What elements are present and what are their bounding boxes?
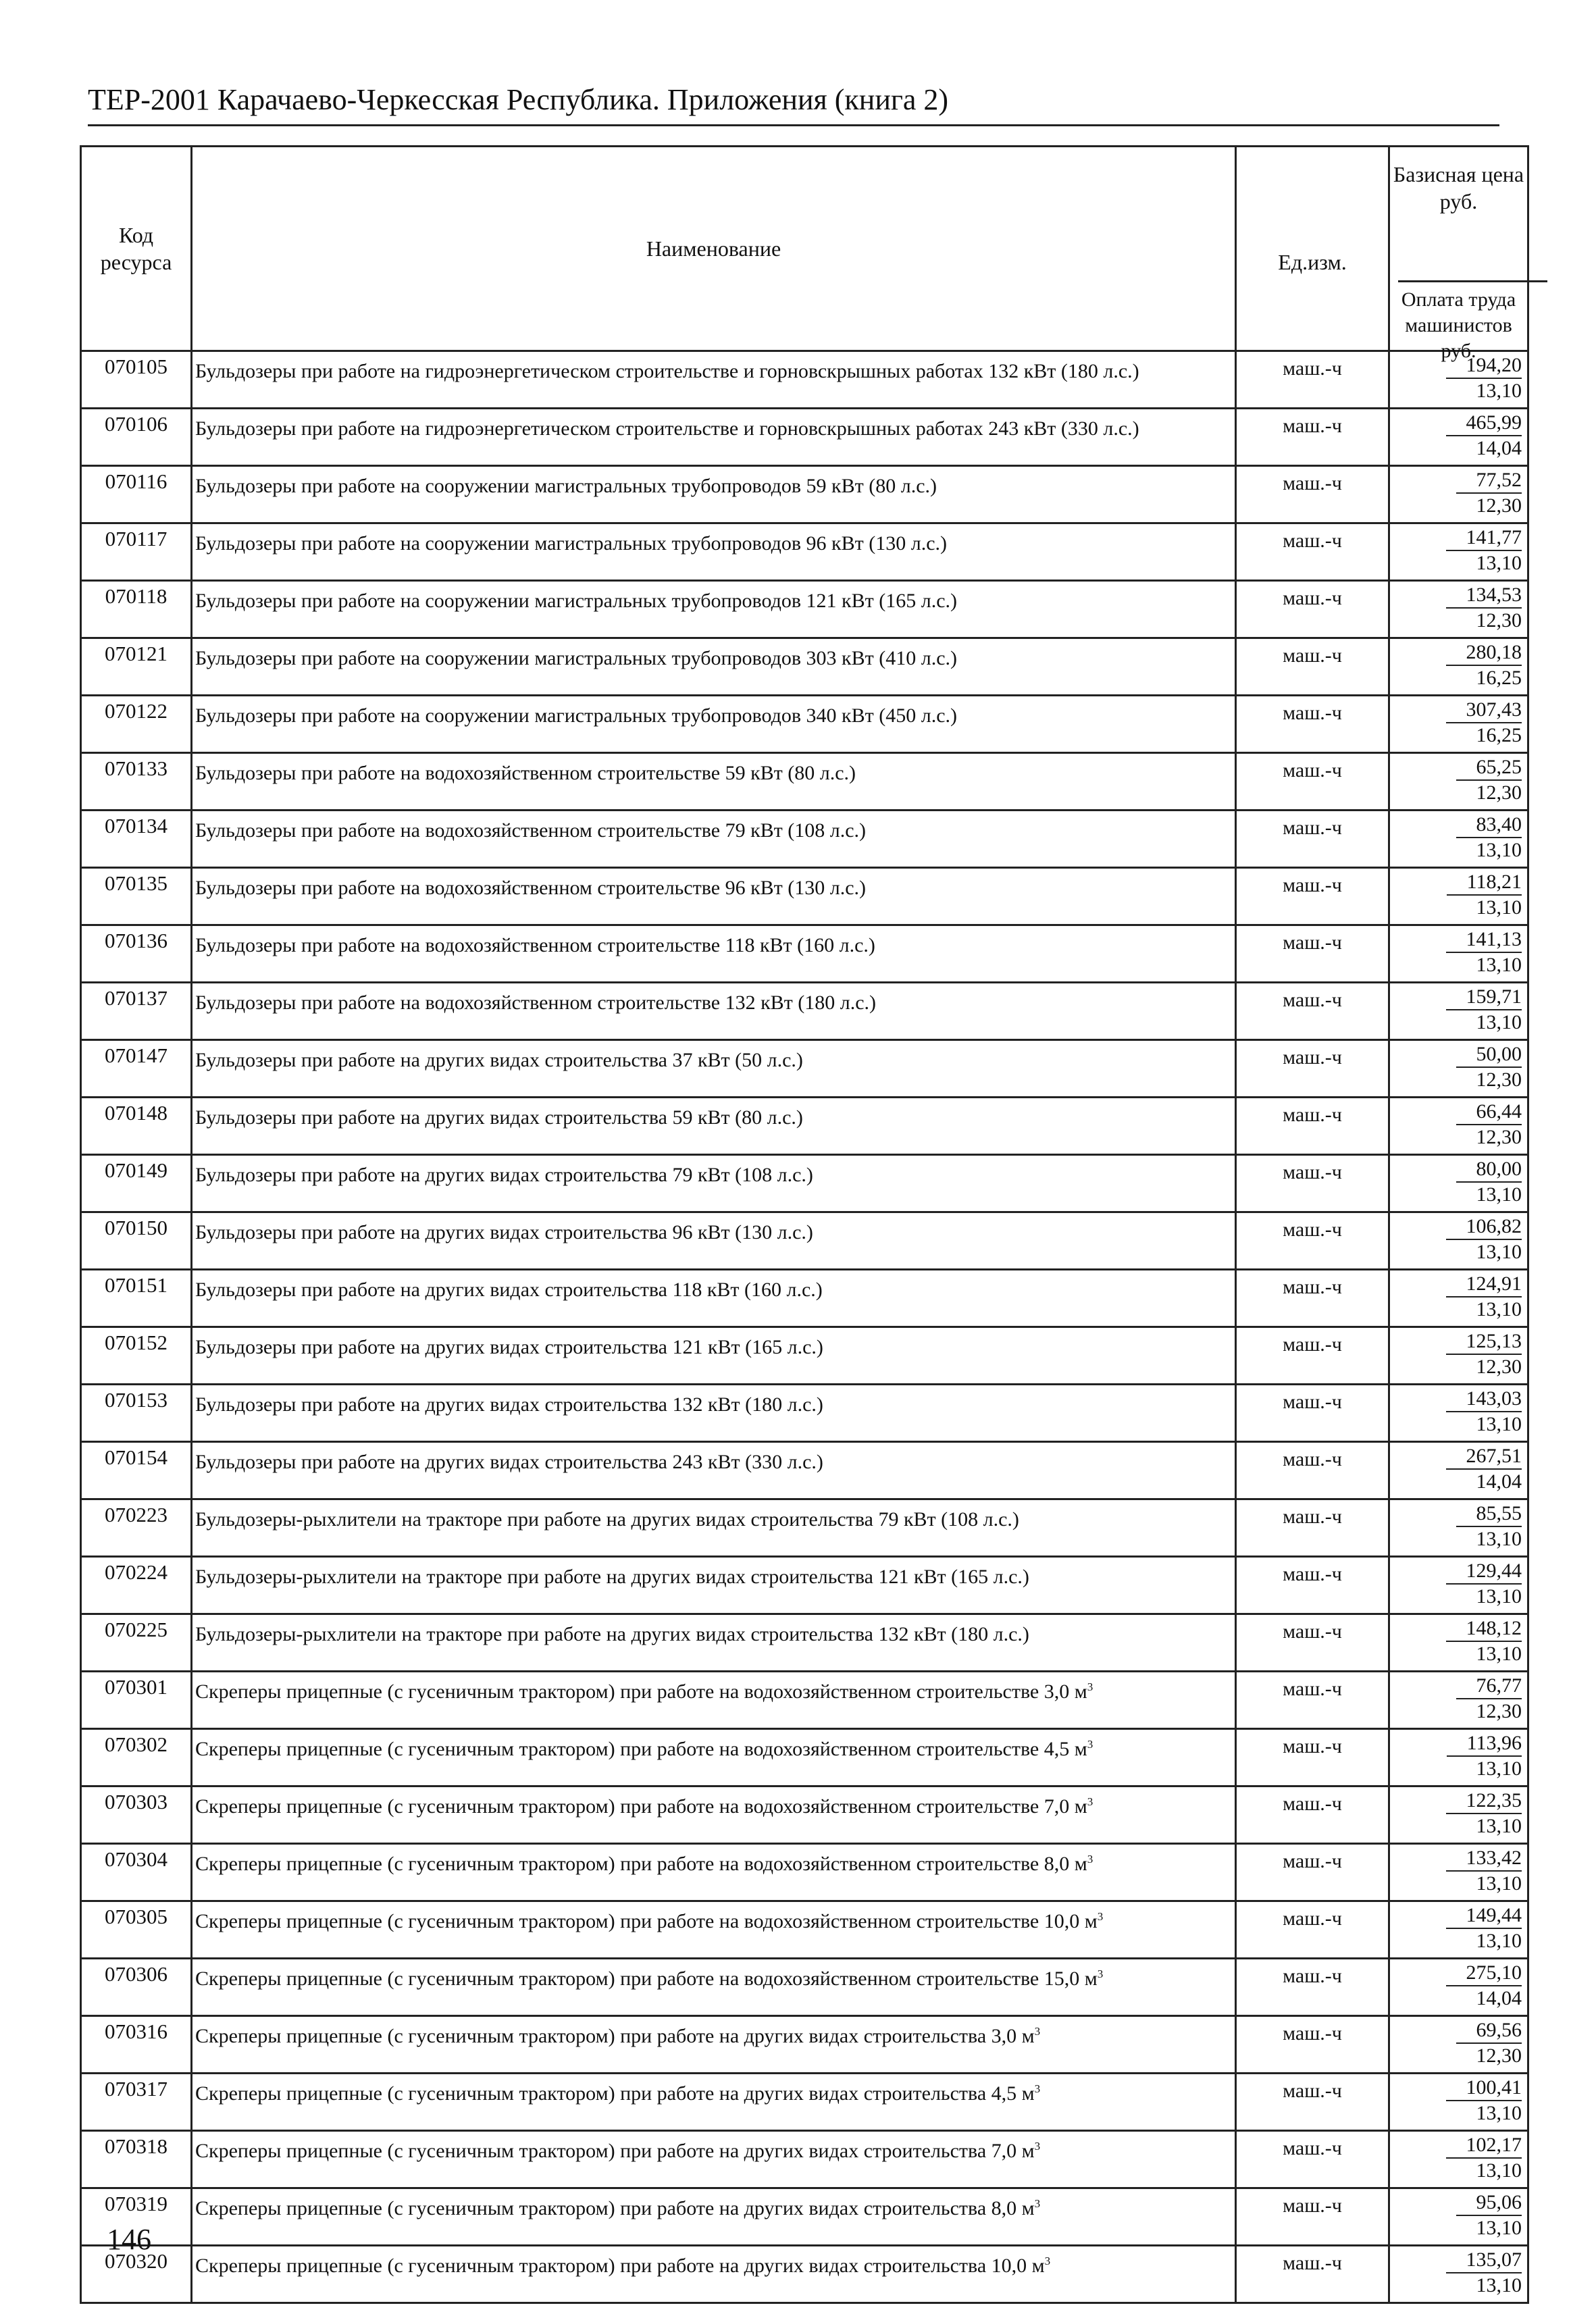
price-cell — [1389, 1729, 1528, 1786]
operator-wage: 13,10 — [1476, 839, 1522, 861]
resource-name — [192, 1901, 1236, 1959]
price-cell — [1389, 696, 1528, 753]
table-row — [81, 1901, 1528, 1959]
column-header-operator-wage: Оплата труда машинистов руб. — [1401, 288, 1516, 362]
table-row — [81, 868, 1528, 925]
resource-name — [192, 1442, 1236, 1499]
resource-name-text: Скреперы прицепные (с гусеничным трактором) при работе на водохозяйственном строительстве 7,0 м — [195, 1795, 1087, 1818]
operator-wage: 12,30 — [1476, 781, 1522, 804]
unit-of-measure: маш.-ч — [1236, 868, 1389, 925]
unit-superscript: 3 — [1087, 1795, 1093, 1808]
unit-of-measure: маш.-ч — [1236, 1155, 1389, 1212]
resource-code: 070224 — [81, 1557, 192, 1614]
resource-code: 070154 — [81, 1442, 192, 1499]
resource-name-text: Бульдозеры при работе на других видах строительства 132 кВт (180 л.с.) — [195, 1393, 823, 1416]
resource-code: 070152 — [81, 1327, 192, 1385]
price-cell — [1389, 1901, 1528, 1959]
operator-wage: 12,30 — [1476, 1069, 1522, 1091]
operator-wage: 13,10 — [1476, 380, 1522, 402]
resource-code: 070133 — [81, 753, 192, 811]
unit-of-measure: маш.-ч — [1236, 1098, 1389, 1155]
base-price: 77,52 — [1456, 468, 1522, 494]
table-row — [81, 983, 1528, 1040]
table-row — [81, 1672, 1528, 1729]
resource-name-text: Бульдозеры при работе на других видах строительства 59 кВт (80 л.с.) — [195, 1106, 803, 1129]
operator-wage: 13,10 — [1476, 954, 1522, 976]
resource-code: 070305 — [81, 1901, 192, 1959]
resource-code: 070135 — [81, 868, 192, 925]
resource-name — [192, 1786, 1236, 1844]
unit-of-measure: маш.-ч — [1236, 1040, 1389, 1098]
price-cell — [1389, 1098, 1528, 1155]
unit-of-measure: маш.-ч — [1236, 1844, 1389, 1901]
operator-wage: 16,25 — [1476, 667, 1522, 689]
unit-of-measure: маш.-ч — [1236, 2131, 1389, 2188]
unit-of-measure: маш.-ч — [1236, 638, 1389, 696]
unit-of-measure: маш.-ч — [1236, 2188, 1389, 2246]
resource-code: 070151 — [81, 1270, 192, 1327]
unit-of-measure: маш.-ч — [1236, 523, 1389, 581]
price-cell — [1389, 1155, 1528, 1212]
base-price: 129,44 — [1446, 1559, 1522, 1585]
resource-name — [192, 351, 1236, 409]
base-price: 134,53 — [1446, 583, 1522, 609]
resource-code: 070302 — [81, 1729, 192, 1786]
unit-of-measure: маш.-ч — [1236, 1786, 1389, 1844]
resource-name — [192, 1672, 1236, 1729]
operator-wage: 13,10 — [1476, 1930, 1522, 1952]
operator-wage: 16,25 — [1476, 724, 1522, 746]
base-price: 80,00 — [1456, 1157, 1522, 1183]
base-price: 102,17 — [1446, 2133, 1522, 2159]
resource-code: 070117 — [81, 523, 192, 581]
base-price: 106,82 — [1446, 1214, 1522, 1240]
resource-name — [192, 523, 1236, 581]
resource-name — [192, 466, 1236, 523]
resource-name-text: Скреперы прицепные (с гусеничным трактором) при работе на водохозяйственном строительстве 3,0 м — [195, 1680, 1087, 1703]
unit-of-measure: маш.-ч — [1236, 351, 1389, 409]
price-cell — [1389, 1385, 1528, 1442]
resource-name — [192, 696, 1236, 753]
unit-superscript: 3 — [1097, 1968, 1104, 1980]
resource-name — [192, 753, 1236, 811]
operator-wage: 13,10 — [1476, 1585, 1522, 1608]
resource-code: 070137 — [81, 983, 192, 1040]
table-row — [81, 1442, 1528, 1499]
table-row — [81, 523, 1528, 581]
resource-name — [192, 1557, 1236, 1614]
operator-wage: 13,10 — [1476, 2274, 1522, 2296]
unit-of-measure: маш.-ч — [1236, 1327, 1389, 1385]
resource-name-text: Бульдозеры при работе на сооружении магистральных трубопроводов 59 кВт (80 л.с.) — [195, 475, 937, 497]
operator-wage: 12,30 — [1476, 2045, 1522, 2067]
column-header-unit: Ед.изм. — [1236, 147, 1389, 351]
price-cell — [1389, 409, 1528, 466]
table-row — [81, 1385, 1528, 1442]
resource-name-text: Скреперы прицепные (с гусеничным трактором) при работе на других видах строительства 4,5 м — [195, 2082, 1035, 2105]
resource-code: 070116 — [81, 466, 192, 523]
resource-name-text: Бульдозеры при работе на водохозяйственном строительстве 118 кВт (160 л.с.) — [195, 934, 875, 956]
price-cell — [1389, 638, 1528, 696]
unit-of-measure: маш.-ч — [1236, 925, 1389, 983]
resource-name — [192, 638, 1236, 696]
price-cell — [1389, 1270, 1528, 1327]
price-cell — [1389, 1327, 1528, 1385]
base-price: 100,41 — [1446, 2076, 1522, 2101]
base-price: 135,07 — [1446, 2248, 1522, 2273]
resource-name — [192, 1098, 1236, 1155]
table-row — [81, 1959, 1528, 2016]
table-row — [81, 2246, 1528, 2303]
table-row — [81, 1844, 1528, 1901]
table-row — [81, 2131, 1528, 2188]
operator-wage: 13,10 — [1476, 1872, 1522, 1895]
resource-name-text: Бульдозеры при работе на водохозяйственном строительстве 79 кВт (108 л.с.) — [195, 819, 867, 842]
unit-of-measure: маш.-ч — [1236, 1729, 1389, 1786]
page-number: 146 — [107, 2223, 151, 2256]
resource-name — [192, 1327, 1236, 1385]
resource-name-text: Бульдозеры при работе на водохозяйственном строительстве 96 кВт (130 л.с.) — [195, 877, 867, 899]
resource-name — [192, 1385, 1236, 1442]
base-price: 148,12 — [1446, 1616, 1522, 1642]
resource-name — [192, 2131, 1236, 2188]
operator-wage: 13,10 — [1476, 1183, 1522, 1206]
base-price: 113,96 — [1447, 1731, 1522, 1757]
price-cell — [1389, 868, 1528, 925]
operator-wage: 13,10 — [1476, 1643, 1522, 1665]
resource-name — [192, 1499, 1236, 1557]
resource-name — [192, 1729, 1236, 1786]
table-row — [81, 581, 1528, 638]
resource-name-text: Бульдозеры при работе на сооружении магистральных трубопроводов 340 кВт (450 л.с.) — [195, 704, 958, 727]
resource-name-text: Скреперы прицепные (с гусеничным трактором) при работе на других видах строительства 7,0 м — [195, 2140, 1035, 2162]
base-price: 280,18 — [1446, 640, 1522, 666]
resource-name — [192, 868, 1236, 925]
base-price: 122,35 — [1446, 1789, 1522, 1814]
operator-wage: 12,30 — [1476, 1700, 1522, 1722]
base-price: 275,10 — [1446, 1961, 1522, 1986]
resource-code: 070225 — [81, 1614, 192, 1672]
base-price: 307,43 — [1446, 698, 1522, 723]
resource-code: 070319 — [81, 2188, 192, 2246]
table-row — [81, 2188, 1528, 2246]
table-row — [81, 1327, 1528, 1385]
unit-of-measure: маш.-ч — [1236, 1614, 1389, 1672]
resource-name — [192, 1270, 1236, 1327]
price-cell — [1389, 925, 1528, 983]
operator-wage: 13,10 — [1476, 1413, 1522, 1435]
base-price: 133,42 — [1446, 1846, 1522, 1872]
resource-code: 070223 — [81, 1499, 192, 1557]
table-row — [81, 2016, 1528, 2074]
price-cell — [1389, 753, 1528, 811]
unit-of-measure: маш.-ч — [1236, 983, 1389, 1040]
table-row — [81, 925, 1528, 983]
operator-wage: 12,30 — [1476, 1126, 1522, 1148]
resource-code: 070320 — [81, 2246, 192, 2303]
resource-name-text: Скреперы прицепные (с гусеничным трактором) при работе на водохозяйственном строительстве 10,0 м — [195, 1910, 1098, 1932]
operator-wage: 13,10 — [1476, 2159, 1522, 2182]
resource-code: 070105 — [81, 351, 192, 409]
price-cell — [1389, 2188, 1528, 2246]
unit-superscript: 3 — [1087, 1853, 1093, 1866]
base-price: 124,91 — [1446, 1272, 1522, 1297]
resource-code: 070304 — [81, 1844, 192, 1901]
unit-of-measure: маш.-ч — [1236, 2074, 1389, 2131]
operator-wage: 13,10 — [1476, 1815, 1522, 1837]
price-cell — [1389, 2016, 1528, 2074]
resource-code: 070153 — [81, 1385, 192, 1442]
resource-name-text: Скреперы прицепные (с гусеничным трактором) при работе на водохозяйственном строительстве 4,5 м — [195, 1738, 1087, 1760]
operator-wage: 12,30 — [1476, 1356, 1522, 1378]
table-row — [81, 696, 1528, 753]
price-cell — [1389, 581, 1528, 638]
unit-of-measure: маш.-ч — [1236, 811, 1389, 868]
table-row — [81, 1098, 1528, 1155]
resource-code: 070121 — [81, 638, 192, 696]
base-price: 66,44 — [1456, 1100, 1522, 1125]
column-header-base-price: Базисная цена руб. — [1393, 162, 1524, 213]
resource-name-text: Скреперы прицепные (с гусеничным трактором) при работе на других видах строительства 10,0 м — [195, 2255, 1045, 2277]
resource-name — [192, 811, 1236, 868]
resource-name — [192, 1844, 1236, 1901]
column-header-code: Код ресурса — [81, 147, 192, 351]
table-row — [81, 1614, 1528, 1672]
operator-wage: 13,10 — [1476, 1241, 1522, 1263]
resource-name — [192, 409, 1236, 466]
resource-code: 070150 — [81, 1212, 192, 1270]
resource-code: 070303 — [81, 1786, 192, 1844]
price-cell — [1389, 1959, 1528, 2016]
resource-name-text: Бульдозеры-рыхлители на тракторе при работе на других видах строительства 79 кВт (108 л.с.) — [195, 1508, 1019, 1531]
resource-name — [192, 2188, 1236, 2246]
resource-name-text: Бульдозеры при работе на водохозяйственном строительстве 132 кВт (180 л.с.) — [195, 992, 877, 1014]
resource-name-text: Бульдозеры при работе на других видах строительства 118 кВт (160 л.с.) — [195, 1279, 823, 1301]
base-price: 76,77 — [1456, 1674, 1522, 1699]
operator-wage: 13,10 — [1476, 552, 1522, 574]
operator-wage: 14,04 — [1476, 1470, 1522, 1493]
resource-name-text: Бульдозеры-рыхлители на тракторе при работе на других видах строительства 121 кВт (165 л.с.) — [195, 1566, 1029, 1588]
base-price: 69,56 — [1456, 2018, 1522, 2044]
price-cell — [1389, 1212, 1528, 1270]
unit-superscript: 3 — [1034, 2140, 1041, 2153]
price-cell — [1389, 466, 1528, 523]
table-row — [81, 1557, 1528, 1614]
unit-of-measure: маш.-ч — [1236, 1442, 1389, 1499]
unit-superscript: 3 — [1034, 2197, 1041, 2210]
resource-name — [192, 1959, 1236, 2016]
unit-of-measure: маш.-ч — [1236, 409, 1389, 466]
resource-name — [192, 2074, 1236, 2131]
resource-name-text: Бульдозеры при работе на гидроэнергетическом строительстве и горновскрышных работах 132 кВт (180 л.с.) — [195, 360, 1139, 382]
table-row — [81, 811, 1528, 868]
operator-wage: 13,10 — [1476, 1298, 1522, 1320]
base-price: 149,44 — [1446, 1903, 1522, 1929]
resource-name — [192, 983, 1236, 1040]
resource-name — [192, 2246, 1236, 2303]
unit-of-measure: маш.-ч — [1236, 1672, 1389, 1729]
resource-name — [192, 1212, 1236, 1270]
price-cell — [1389, 1442, 1528, 1499]
base-price: 65,25 — [1456, 755, 1522, 781]
unit-of-measure: маш.-ч — [1236, 581, 1389, 638]
unit-of-measure: маш.-ч — [1236, 753, 1389, 811]
unit-superscript: 3 — [1087, 1680, 1093, 1693]
resource-name-text: Бульдозеры при работе на других видах строительства 96 кВт (130 л.с.) — [195, 1221, 813, 1243]
unit-superscript: 3 — [1097, 1910, 1104, 1923]
resource-price-table — [80, 145, 1529, 2304]
operator-wage: 13,10 — [1476, 1011, 1522, 1033]
resource-name-text: Скреперы прицепные (с гусеничным трактором) при работе на других видах строительства 3,0 м — [195, 2025, 1035, 2047]
base-price: 50,00 — [1456, 1042, 1522, 1068]
resource-name — [192, 1155, 1236, 1212]
table-row — [81, 351, 1528, 409]
unit-of-measure: маш.-ч — [1236, 1959, 1389, 2016]
base-price: 465,99 — [1446, 411, 1522, 436]
price-cell — [1389, 1672, 1528, 1729]
resource-name-text: Бульдозеры при работе на других видах строительства 243 кВт (330 л.с.) — [195, 1451, 823, 1473]
resource-name-text: Бульдозеры при работе на других видах строительства 79 кВт (108 л.с.) — [195, 1164, 813, 1186]
table-row — [81, 1155, 1528, 1212]
unit-of-measure: маш.-ч — [1236, 1901, 1389, 1959]
resource-name — [192, 581, 1236, 638]
price-cell — [1389, 811, 1528, 868]
unit-of-measure: маш.-ч — [1236, 466, 1389, 523]
resource-name — [192, 1040, 1236, 1098]
operator-wage: 13,10 — [1476, 1528, 1522, 1550]
resource-code: 070148 — [81, 1098, 192, 1155]
resource-name-text: Бульдозеры при работе на других видах строительства 37 кВт (50 л.с.) — [195, 1049, 803, 1071]
base-price: 267,51 — [1446, 1444, 1522, 1470]
table-row — [81, 1212, 1528, 1270]
unit-of-measure: маш.-ч — [1236, 1499, 1389, 1557]
resource-code: 070316 — [81, 2016, 192, 2074]
resource-name — [192, 1614, 1236, 1672]
price-cell — [1389, 1040, 1528, 1098]
unit-of-measure: маш.-ч — [1236, 1212, 1389, 1270]
table-row — [81, 2074, 1528, 2131]
resource-name-text: Бульдозеры при работе на водохозяйственном строительстве 59 кВт (80 л.с.) — [195, 762, 856, 784]
unit-superscript: 3 — [1034, 2082, 1041, 2095]
unit-superscript: 3 — [1034, 2025, 1041, 2038]
base-price: 143,03 — [1446, 1387, 1522, 1412]
operator-wage: 13,10 — [1476, 2217, 1522, 2239]
price-cell — [1389, 983, 1528, 1040]
resource-name — [192, 2016, 1236, 2074]
resource-code: 070149 — [81, 1155, 192, 1212]
price-cell — [1389, 1844, 1528, 1901]
price-cell — [1389, 1614, 1528, 1672]
resource-code: 070122 — [81, 696, 192, 753]
table-row — [81, 1786, 1528, 1844]
resource-name-text: Скреперы прицепные (с гусеничным трактором) при работе на водохозяйственном строительстве 8,0 м — [195, 1853, 1087, 1875]
table-row — [81, 409, 1528, 466]
operator-wage: 12,30 — [1476, 609, 1522, 632]
resource-code: 070118 — [81, 581, 192, 638]
resource-code: 070306 — [81, 1959, 192, 2016]
column-header-name: Наименование — [192, 147, 1236, 351]
unit-superscript: 3 — [1044, 2255, 1051, 2267]
resource-name-text: Бульдозеры при работе на гидроэнергетическом строительстве и горновскрышных работах 243 кВт (330 л.с.) — [195, 417, 1139, 440]
price-cell — [1389, 1786, 1528, 1844]
resource-name-text: Бульдозеры при работе на других видах строительства 121 кВт (165 л.с.) — [195, 1336, 823, 1358]
base-price: 141,13 — [1446, 927, 1522, 953]
table-row — [81, 1270, 1528, 1327]
resource-name-text: Скреперы прицепные (с гусеничным трактором) при работе на водохозяйственном строительстве 15,0 м — [195, 1968, 1098, 1990]
operator-wage: 14,04 — [1476, 1987, 1522, 2009]
resource-name-text: Бульдозеры при работе на сооружении магистральных трубопроводов 303 кВт (410 л.с.) — [195, 647, 958, 669]
resource-name-text: Бульдозеры при работе на сооружении магистральных трубопроводов 121 кВт (165 л.с.) — [195, 590, 958, 612]
operator-wage: 13,10 — [1476, 1757, 1522, 1780]
price-cell — [1389, 523, 1528, 581]
resource-name-text: Бульдозеры при работе на сооружении магистральных трубопроводов 96 кВт (130 л.с.) — [195, 532, 948, 555]
base-price: 159,71 — [1446, 985, 1522, 1010]
price-cell — [1389, 1499, 1528, 1557]
resource-code: 070147 — [81, 1040, 192, 1098]
price-cell — [1389, 2131, 1528, 2188]
unit-of-measure: маш.-ч — [1236, 1557, 1389, 1614]
base-price: 118,21 — [1447, 870, 1522, 896]
base-price: 85,55 — [1456, 1501, 1522, 1527]
unit-of-measure: маш.-ч — [1236, 2246, 1389, 2303]
document-header: ТЕР-2001 Карачаево-Черкесская Республика. Приложения (книга 2) — [88, 80, 1499, 126]
table-row — [81, 638, 1528, 696]
table-row — [81, 1499, 1528, 1557]
price-cell — [1389, 2074, 1528, 2131]
table-row — [81, 1729, 1528, 1786]
base-price: 95,06 — [1456, 2190, 1522, 2216]
unit-of-measure: маш.-ч — [1236, 1385, 1389, 1442]
price-cell — [1389, 1557, 1528, 1614]
unit-superscript: 3 — [1087, 1738, 1093, 1751]
price-cell — [1389, 2246, 1528, 2303]
unit-of-measure: маш.-ч — [1236, 1270, 1389, 1327]
resource-name-text: Скреперы прицепные (с гусеничным трактором) при работе на других видах строительства 8,0 м — [195, 2197, 1035, 2219]
table-row — [81, 466, 1528, 523]
table-row — [81, 753, 1528, 811]
column-header-price — [1389, 147, 1528, 362]
operator-wage: 13,10 — [1476, 896, 1522, 919]
resource-code: 070134 — [81, 811, 192, 868]
operator-wage: 12,30 — [1476, 494, 1522, 517]
unit-of-measure: маш.-ч — [1236, 696, 1389, 753]
base-price: 141,77 — [1446, 525, 1522, 551]
resource-name-text: Бульдозеры-рыхлители на тракторе при работе на других видах строительства 132 кВт (180 л.с.) — [195, 1623, 1029, 1645]
operator-wage: 14,04 — [1476, 437, 1522, 459]
unit-of-measure: маш.-ч — [1236, 2016, 1389, 2074]
base-price: 83,40 — [1456, 813, 1522, 838]
base-price: 125,13 — [1446, 1329, 1522, 1355]
resource-code: 070301 — [81, 1672, 192, 1729]
resource-code: 070106 — [81, 409, 192, 466]
base-price: 194,20 — [1446, 353, 1522, 379]
resource-name — [192, 925, 1236, 983]
resource-code: 070136 — [81, 925, 192, 983]
resource-code: 070318 — [81, 2131, 192, 2188]
resource-code: 070317 — [81, 2074, 192, 2131]
table-row — [81, 1040, 1528, 1098]
operator-wage: 13,10 — [1476, 2102, 1522, 2124]
